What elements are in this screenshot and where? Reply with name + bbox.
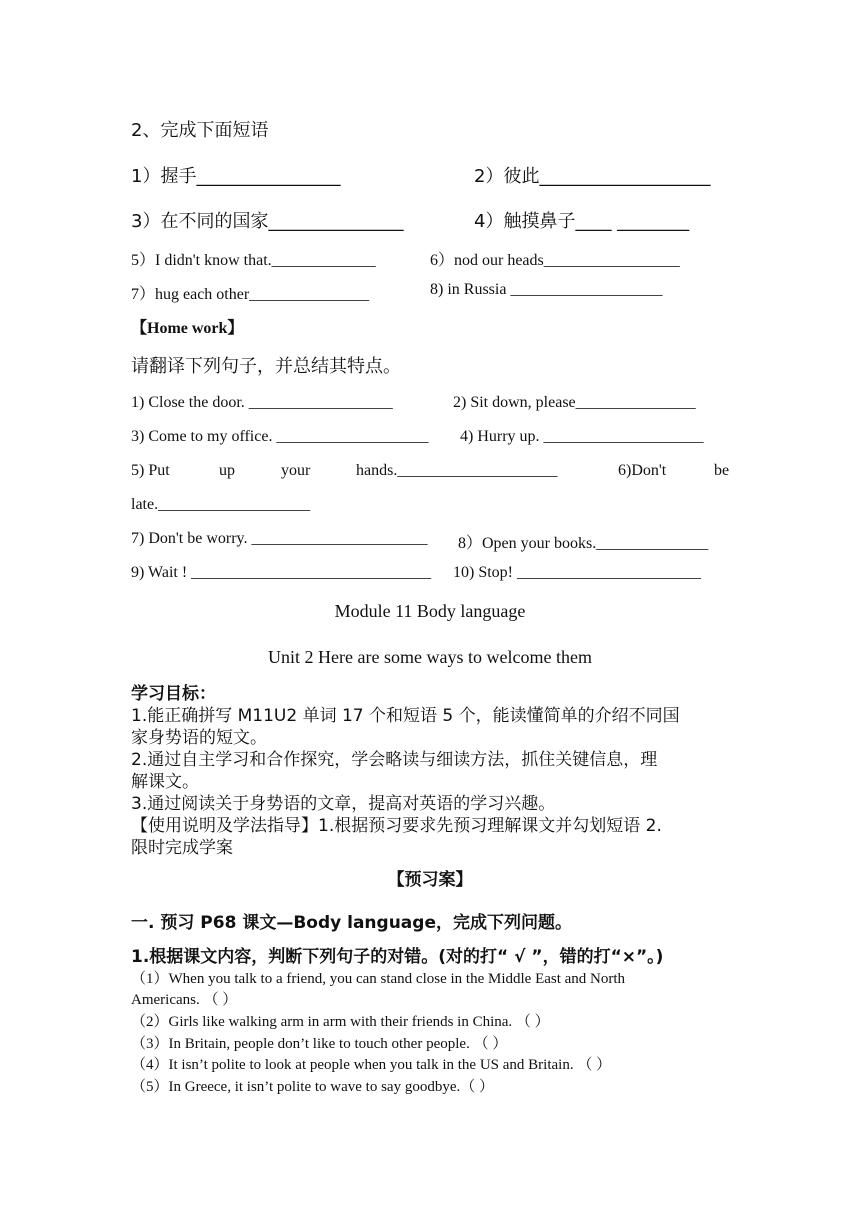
sentence-6-word: be [714,462,730,479]
judge-item-1: （1）When you talk to a friend, you can stand close in the Middle East and North [131,971,626,987]
homework-heading: 【Home work】 [131,320,244,337]
judge-item-2: （2）Girls like walking arm in arm with their friends in China. （ ） [131,1014,550,1030]
preview-task: 一. 预习 P68 课文—Body language，完成下列问题。 [131,913,572,933]
sentence-8: 8）Open your books.______________ [458,535,709,552]
usage-instructions-continued: 限时完成学案 [131,838,233,858]
sentence-9: 9) Wait ! ______________________________ [131,564,432,581]
phrase-2: 2）彼此___________________ [474,166,711,187]
usage-instructions: 【使用说明及学法指导】1.根据预习要求先预习理解课文并勾划短语 2. [131,816,662,836]
phrase-8: 8) in Russia ___________________ [430,281,663,298]
sentence-2: 2) Sit down, please_______________ [453,394,696,411]
homework-instruction: 请翻译下列句子，并总结其特点。 [131,356,401,377]
goal-3: 3.通过阅读关于身势语的文章，提高对英语的学习兴趣。 [131,794,556,814]
judge-item-5: （5）In Greece, it isn’t polite to wave to say goodbye.（ ） [131,1079,494,1095]
sentence-5-word: hands.____________________ [356,462,558,479]
goal-2-continued: 解课文。 [131,772,199,792]
judge-item-1-continued: Americans. （ ） [131,992,238,1008]
phrase-7: 7）hug each other_______________ [131,286,370,303]
goal-1-continued: 家身势语的短文。 [131,728,267,748]
sentence-10: 10) Stop! _______________________ [453,564,701,581]
goal-1: 1.能正确拼写 M11U2 单词 17 个和短语 5 个，能读懂简单的介绍不同国 [131,706,680,726]
unit-title: Unit 2 Here are some ways to welcome them [268,647,592,667]
goal-2: 2.通过自主学习和合作探究，学会略读与细读方法，抓住关键信息，理 [131,750,658,770]
phrase-3: 3）在不同的国家_______________ [131,211,404,232]
sentence-7: 7) Don't be worry. ______________________ [131,530,428,547]
sentence-6-continued: late.___________________ [131,496,311,513]
goals-heading: 学习目标： [131,684,216,704]
sentence-5-word: your [281,462,311,479]
preview-heading: 【预习案】 [387,870,473,890]
phrase-6: 6）nod our heads_________________ [430,252,680,269]
sentence-4: 4) Hurry up. ____________________ [460,428,704,445]
phrase-4: 4）触摸鼻子____ ________ [474,211,690,232]
phrases-heading: 2、完成下面短语 [131,120,269,141]
sentence-6-word: 6)Don't [618,462,667,479]
sentence-1: 1) Close the door. __________________ [131,394,393,411]
sentence-3: 3) Come to my office. ___________________ [131,428,429,445]
module-title: Module 11 Body language [334,601,526,621]
judge-item-3: （3）In Britain, people don’t like to touch other people. （ ） [131,1036,508,1052]
sentence-5-word: up [219,462,235,479]
phrase-1: 1）握手________________ [131,166,341,187]
sentence-5-word: 5) Put [131,462,170,479]
phrase-5: 5）I didn't know that._____________ [131,252,376,269]
judge-item-4: （4）It isn’t polite to look at people when you talk in the US and Britain. （ ） [131,1057,612,1073]
judge-question-title: 1.根据课文内容，判断下列句子的对错。(对的打“ √ ”，错的打“×”。) [131,947,664,967]
